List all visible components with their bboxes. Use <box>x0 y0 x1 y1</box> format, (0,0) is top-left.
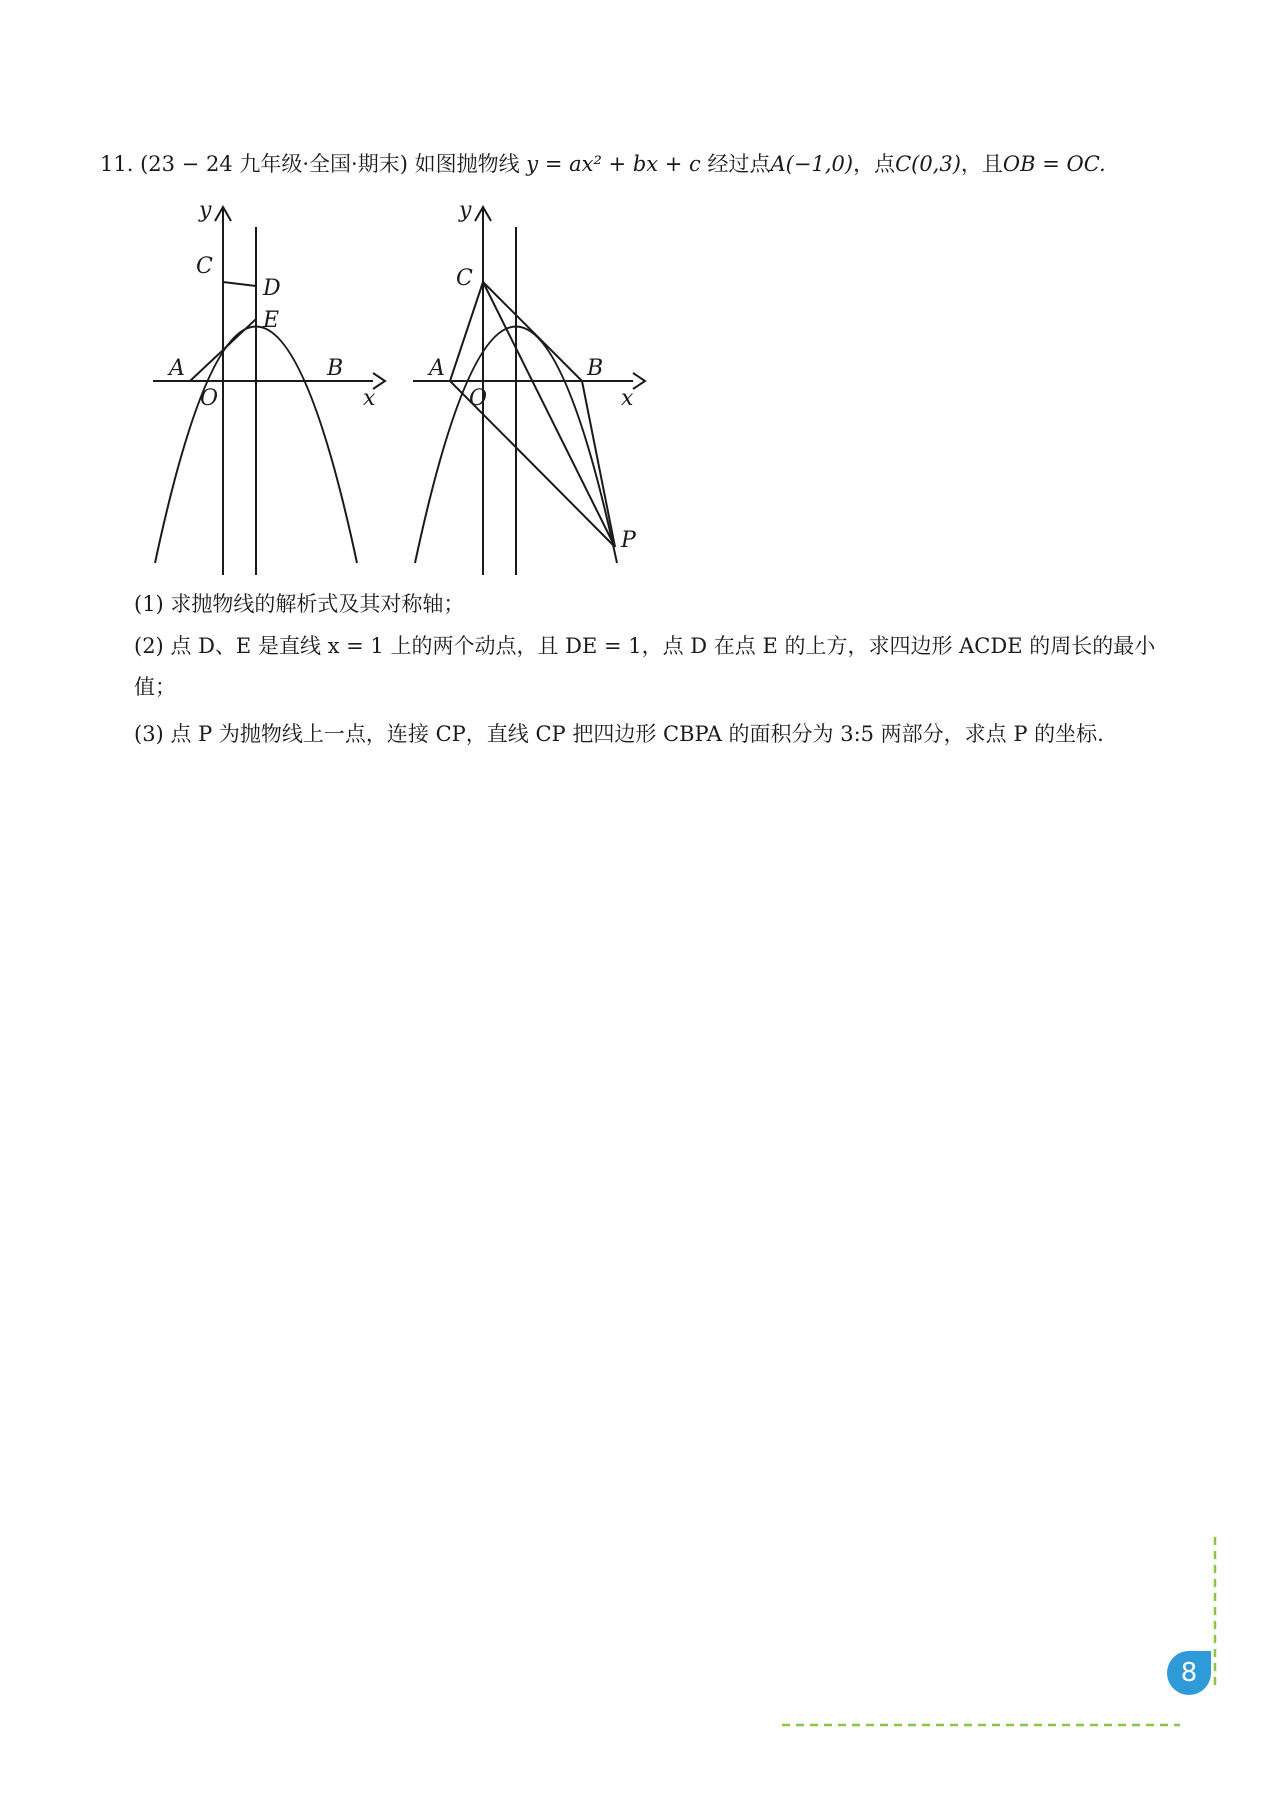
label-d: D <box>263 276 281 301</box>
label-b: B <box>587 356 604 381</box>
label-c: C <box>456 266 473 291</box>
segment-cd <box>223 282 256 286</box>
point-a-coords: A(−1,0) <box>770 152 854 176</box>
point-c-coords: C(0,3) <box>895 152 961 176</box>
problem-stem-b: 经过点 <box>707 152 771 176</box>
problem-number: 11. <box>100 152 134 176</box>
problem-stem-c: ，点 <box>853 152 896 176</box>
problem-stem-d: ，且 <box>960 152 1003 176</box>
figure-1-svg <box>145 195 390 580</box>
segment-bp <box>582 381 615 547</box>
problem-source: (23 − 24 九年级·全国·期末) <box>140 152 408 176</box>
page-number-badge: 8 <box>1167 1651 1211 1695</box>
label-e: E <box>263 308 280 333</box>
label-a: A <box>169 356 185 381</box>
question-2: (2) 点 D、E 是直线 x = 1 上的两个动点，且 DE = 1，点 D 在点 E 的上方，求四边形 ACDE 的周长的最小值； <box>134 634 1156 699</box>
question-1: (1) 求抛物线的解析式及其对称轴； <box>134 592 465 616</box>
segment-cp <box>483 282 615 547</box>
label-b: B <box>327 356 344 381</box>
figure-2-svg <box>405 195 650 580</box>
label-o: O <box>200 386 219 411</box>
label-x: x <box>363 386 376 411</box>
label-o: O <box>469 386 488 411</box>
problem-condition: OB = OC. <box>1002 152 1106 176</box>
problem-statement <box>100 148 1200 180</box>
label-p: P <box>621 528 636 553</box>
question-3: (3) 点 P 为抛物线上一点，连接 CP，直线 CP 把四边形 CBPA 的面积分为 3:5 两部分，求点 P 的坐标. <box>134 722 1104 746</box>
label-y: y <box>199 198 212 223</box>
segment-cb <box>483 282 582 381</box>
figure-1 <box>145 195 390 580</box>
figure-2 <box>405 195 650 580</box>
label-a: A <box>429 356 445 381</box>
problem-stem-a: 如图抛物线 <box>414 152 520 176</box>
problem-equation: y = ax² + bx + c <box>526 152 701 176</box>
label-x: x <box>621 386 634 411</box>
label-c: C <box>196 254 213 279</box>
x-axis-arrow <box>633 373 645 389</box>
page-corner-decoration <box>780 1535 1220 1735</box>
segment-ac <box>450 282 483 381</box>
label-y: y <box>459 198 472 223</box>
